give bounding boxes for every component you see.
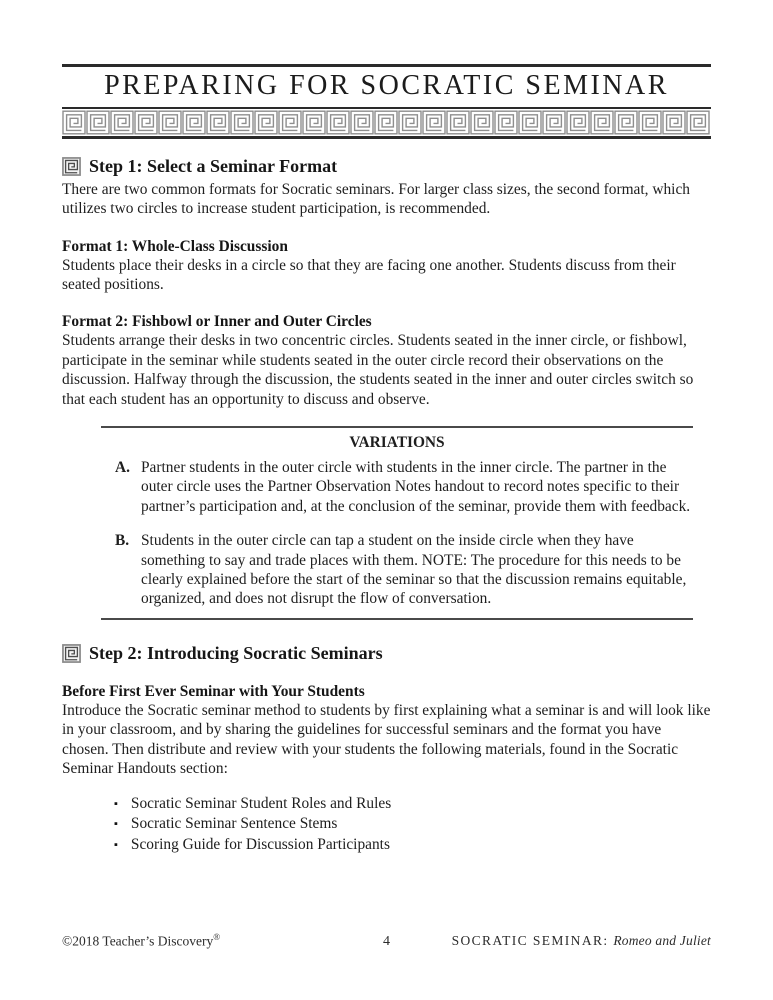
variation-item-b-label: B.	[115, 532, 130, 550]
format-2-heading: Format 2: Fishbowl or Inner and Outer Circles	[62, 313, 372, 331]
material-item-text: Socratic Seminar Sentence Stems	[130, 815, 338, 833]
format-2-body: Students arrange their desks in two concentric circles. Students seated in the inner circle, or fishbowl, participate in the seminar while students seated in the outer circle record their observations on the discussion. Halfway through the discussion, the students seated in the inner and outer circles switch so that each student has an opportunity to discuss and observe.	[62, 332, 694, 408]
step-1-intro: There are two common formats for Socratic seminars. For larger class sizes, the second format, which utilizes two circles to increase student participation, is recommended.	[62, 180, 690, 218]
square-bullet-icon: ▪	[114, 818, 118, 831]
step-1-heading-text: Step 1: Select a Seminar Format	[89, 155, 338, 176]
format-1-body: Students place their desks in a circle so that they are facing one another. Students discuss from their seated positions.	[62, 256, 676, 294]
format-1-heading: Format 1: Whole-Class Discussion	[62, 237, 288, 255]
list-item	[114, 835, 711, 856]
greek-key-tile-icon	[182, 110, 206, 135]
greek-key-tile-icon	[446, 110, 470, 135]
material-item-text: Socratic Seminar Student Roles and Rules	[130, 794, 392, 812]
greek-key-tile-icon	[206, 110, 230, 135]
greek-key-tile-icon	[518, 110, 542, 135]
page-title: PREPARING FOR SOCRATIC SEMINAR	[104, 70, 669, 101]
greek-key-tile-icon	[542, 110, 566, 135]
section-step-2	[62, 643, 711, 856]
before-first-seminar-heading: Before First Ever Seminar with Your Students	[62, 682, 365, 700]
greek-key-tile-icon	[638, 110, 662, 135]
section-step-1	[62, 156, 711, 620]
greek-key-tile-icon	[422, 110, 446, 135]
greek-key-tile-icon	[614, 110, 638, 135]
greek-key-icon	[62, 644, 81, 663]
step-2-body: Introduce the Socratic seminar method to students by first explaining what a seminar is and will look like in your classroom, and by sharing the guidelines for successful seminars and the format you have chosen. Then distribute and review with your students the following materials, found in the Socratic Seminar Handouts section:	[62, 701, 711, 778]
greek-key-tile-icon	[566, 110, 590, 135]
copyright-text: ©2018 Teacher’s Discovery	[62, 933, 214, 948]
step-1-heading	[62, 156, 711, 177]
page-number: 4	[383, 934, 390, 949]
greek-key-tile-icon	[590, 110, 614, 135]
copyright	[62, 932, 367, 950]
greek-key-tile-icon	[686, 110, 710, 135]
greek-key-tile-icon	[62, 110, 86, 135]
greek-key-tile-icon	[230, 110, 254, 135]
greek-key-tile-icon	[158, 110, 182, 135]
square-bullet-icon: ▪	[114, 797, 118, 810]
variations-bottom-rule	[101, 618, 693, 620]
list-item	[114, 814, 711, 835]
page-footer	[62, 932, 711, 951]
variations-box	[101, 426, 693, 620]
variations-title: VARIATIONS	[349, 434, 445, 452]
greek-key-tile-icon	[86, 110, 110, 135]
list-item	[114, 794, 711, 815]
greek-key-tile-icon	[134, 110, 158, 135]
greek-key-tile-icon	[326, 110, 350, 135]
greek-key-icon	[62, 157, 81, 176]
square-bullet-icon: ▪	[114, 839, 118, 852]
material-item-text: Scoring Guide for Discussion Participants	[130, 836, 390, 854]
variation-item-b-text: Students in the outer circle can tap a student on the inside circle when they have something to say and trade places with them. NOTE: The procedure for this needs to be clearly explained before the start of the seminar so that the discussion remains equitable, organized, and does not disrupt the flow of conversation.	[141, 532, 687, 608]
variation-item-b	[101, 531, 693, 609]
variation-item-a-label: A.	[115, 459, 130, 477]
greek-key-tile-icon	[350, 110, 374, 135]
greek-key-tile-icon	[278, 110, 302, 135]
page-header	[62, 64, 711, 139]
variation-item-a-text: Partner students in the outer circle with students in the inner circle. The partner in the outer circle uses the Partner Observation Notes handout to record notes specific to their partner’s participation and, at the conclusion of the seminar, provide them with feedback.	[141, 459, 691, 515]
greek-key-tile-icon	[662, 110, 686, 135]
greek-key-tile-icon	[254, 110, 278, 135]
band-bottom-rule	[62, 136, 711, 139]
greek-key-tile-icon	[398, 110, 422, 135]
greek-key-tile-icon	[470, 110, 494, 135]
step-2-heading-text: Step 2: Introducing Socratic Seminars	[89, 642, 383, 663]
step-2-heading	[62, 643, 711, 664]
book-name: Romeo and Juliet	[613, 933, 711, 948]
greek-key-band	[62, 109, 711, 136]
variation-item-a	[101, 458, 693, 516]
book-title	[407, 933, 712, 949]
registered-mark: ®	[213, 931, 221, 942]
materials-list	[114, 794, 711, 857]
book-series-title: SOCRATIC SEMINAR:	[451, 933, 614, 948]
greek-key-tile-icon	[374, 110, 398, 135]
greek-key-tile-icon	[110, 110, 134, 135]
greek-key-tile-icon	[302, 110, 326, 135]
greek-key-tile-icon	[494, 110, 518, 135]
